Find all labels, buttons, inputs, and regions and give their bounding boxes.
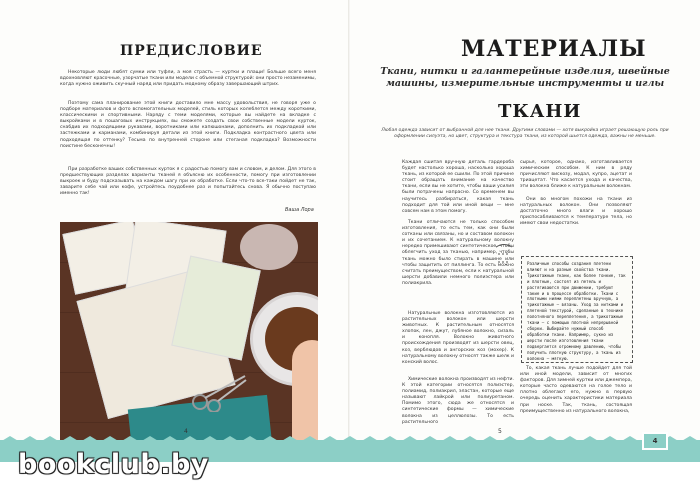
fabrics-col1-paragraph: Ткани отличаются не только способом изготовления, то есть тем, как они были сотканы или связаны, но и составом волокон и их сочетанием. К натуральному волокну нередко примешивают синтетическое, чтобы облегчить уход за тканью, например, чтобы ткань можно было стирать в машине или чтобы защитить от пиллинга. То есть можно считать преимуществом, если к натуральной шерсти добавили немного полиэстера или полиакрила. (402, 220, 514, 286)
fabric-note-box (521, 256, 633, 363)
materials-title: МАТЕРИАЛЫ (461, 36, 647, 62)
fabrics-col2-bottom: То, какая ткань лучше подойдет для той или иной модели, зависит от многих факторов. Для зимней куртки или джемпера, которые часто одеваются на голое тело и плотно облегают его, нужно в первую очередь оценить характеристики материала при носке. Так, ткань, состоящая преимущественно из натурального волокна, (520, 366, 632, 414)
fabrics-title: ТКАНИ (498, 101, 582, 122)
preface-paragraph: При разработке ваших собственных курток я с радостью помогу вам и словом, и делом. Для этого в предшествующих разделах варианты тканей я объясню их особенности, помогу при изготовлении выкроек и буду подсказывать на каждом шагу при их обработке. Если что-то все-таки пойдет не так, заварите себе чай или кофе, устройтесь поудобнее раз и попытайтесь снова. Я обычно поступаю именно так! (60, 167, 316, 197)
fabrics-col1-paragraph: Каждая сшитая вручную деталь гардероба будет настолько хороша, насколько хороша ткань, из которой ее сшили. По этой причине стоит обращать внимание на качество ткани, если вы не хотите, чтобы ваши усилия были потрачены напрасно. Со временем вы научитесь разбираться, какая ткань подходит для той или иной вещи — мне совсем нам в этом помогу. (402, 160, 514, 214)
page-number-left: 4 (184, 428, 188, 435)
wave-edge (0, 434, 700, 442)
page-number-right: 5 (498, 428, 502, 435)
preface-paragraph: Поэтому сама планирование этой книги доставило мне массу удовольствия, не говоря уже о подборе материалов и фото вспомогательных моделей, стиль которых колеблется между короткими, классическими и спортивными. Наряду с теми моделями, которые вы найдете на вкладке с выкройками и в пошаговых инструкциях, вы сможете создать свои собственные модели курток, снабдив их подходящими рукавами, воротниками или капюшонами, дополнить их подкладкой или застежками и карманами, комбинируя детали из этой книги. Подкладка контрастного цвета или подходящая по оттенку? Тесьма по внутренней стороне или стеганая подкладка? Возможности поистине бесконечны! (60, 101, 316, 149)
fabrics-col1-paragraph: Химические волокна производят из нефти. К этой категории относятся полиэстер, полиамид, полиакрил, эластан, которые еще называют лайкрой или полиуретаном. Помимо этого, сюда же относятся и синтетические формы — химические волокна из целлюлозы. То есть растительного (402, 377, 514, 425)
site-watermark: bookclub.by (18, 449, 209, 480)
preface-signature: Ваша Лора (285, 207, 314, 213)
materials-subtitle: Ткани, нитки и галантерейные изделия, швейные машины, измерительные инструменты и иглы (380, 66, 670, 89)
preface-title: ПРЕДИСЛОВИЕ (120, 43, 263, 59)
fabrics-intro: Любая одежда зависит от выбранной для нее ткани. Другими словами — хотя выкройка играет решающую роль при оформлении силуэта, но цвет, структура и текстура ткани, из которой шьется одежда, важны не меньше. (381, 128, 669, 139)
right-page (350, 0, 700, 450)
fabrics-col2-paragraph: Они во многом похожи на ткани из натуральных волокон. Они позволяют достаточно много влаги и хорошо приспосабливаются к температуре тела, но имеют свои недостатки. (520, 197, 632, 227)
decorative-stitch-lines (494, 242, 514, 342)
corner-page-badge: 4 (642, 432, 668, 450)
fabric-note-text: Различные способы создания плетени влияют и на разные свойства ткани. Трикотажные ткани, как более тонкие, так и плотные, состоят из петель и растягиваются при движении, требуют такие и в процессе обработки. Ткани с плотными ниями переплетены вручную, а трикотажные — вязаны. Уход за нитками и плетеной текстурой, сделанные в технике полотняного переплетения, а трикотажные ткани — с помощью плотной непрерывной сборки. Выбирайте нужный способ обработки ткани. Например, сукно из шерсти после изготовления ткани подвергается огромному давлению, чтобы получить плотную структуру, а ткань из волокна — мягкую. (527, 261, 626, 361)
scissors-icon (190, 372, 250, 412)
sewing-photo (60, 222, 318, 440)
pincushion (240, 224, 298, 270)
fabrics-col2-paragraph: сырья, которое, однако, изготавливается химическим способом. К ним в ряду причисляют вискозу, модал, купро, ацетат и триацетат. Что касается ухода и качества, эти волокна ближе к натуральным волокнам. (520, 160, 632, 190)
hand (292, 340, 318, 440)
left-page (0, 0, 350, 450)
fabrics-col1-paragraph: Натуральные волокна изготовляются из растительных волокон или шерсти животных. К растительным относятся хлопок, лен, джут, лубяное волокно, сизаль и конопля. Волокно животного происхождения производят из шерсти овец, коз, верблюдов и ангорских коз (мохер). К натуральному волокну относят также шелк и конский волос. (402, 311, 514, 365)
preface-paragraph: Некоторые люди любят сумки или туфли, а моя страсть — куртки и плащи! Больше всего меня вдохновляют красочные, узорчатые ткани или модели с объемной структурой: они просто незаменимы, когда нужно оживить скучный наряд или придать модному образу завершающий штрих. (60, 70, 316, 88)
